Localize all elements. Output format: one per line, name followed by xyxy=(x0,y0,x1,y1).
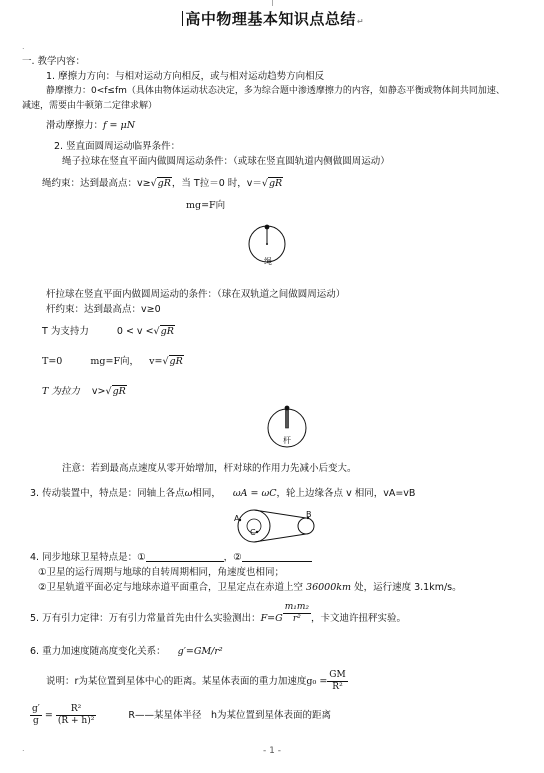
sqrt-expression: √gR xyxy=(150,178,171,189)
label-c: C xyxy=(250,528,256,537)
transmission-text-b: 相同， xyxy=(192,488,221,499)
corner-mark-bottom-left: . xyxy=(22,744,25,753)
satellite-sub2-b: 处，运行速度 3.1km/s。 xyxy=(351,582,462,593)
rod-zero-row xyxy=(42,356,184,367)
item-friction-direction: 1. 摩擦力方向：与相对运动方向相反，或与相对运动趋势方向相反 xyxy=(46,71,325,82)
rope-ball xyxy=(265,225,270,230)
omega-symbol: ω xyxy=(184,488,193,499)
sliding-friction-label: 滑动摩擦力： xyxy=(46,120,104,131)
transmission-text-c: ，轮上边缘各点 v 相同，vA=vB xyxy=(276,488,416,499)
belt-bottom xyxy=(254,534,306,542)
document-title xyxy=(182,10,364,28)
rope-mg-equation: mg=F向 xyxy=(186,200,226,211)
rope-critical-line xyxy=(42,178,283,189)
section-heading: 一. 教学内容： xyxy=(22,56,86,67)
text-cursor xyxy=(182,11,183,26)
g0-label: g₀ = xyxy=(306,675,328,687)
small-wheel xyxy=(298,518,314,534)
rod-zero-v: v= xyxy=(149,356,163,367)
satellite-sub1: ①卫星的运行周期与地球的自转周期相同，角速度也相同； xyxy=(38,567,285,578)
corner-mark-top-left: . xyxy=(22,42,25,51)
rope-center xyxy=(266,243,268,245)
gravitation-denominator: r² xyxy=(292,613,301,624)
static-friction-line2: 减速，需要由牛顿第二定律求解） xyxy=(22,101,158,111)
sqrt-expression-2: √gR xyxy=(261,178,283,189)
gravitation-formula: F=G xyxy=(260,612,283,624)
sqrt-radicand-4: gR xyxy=(169,356,183,367)
title-text: 高中物理基本知识点总结 xyxy=(185,10,356,28)
ratio-right-den: (R + h)² xyxy=(57,715,95,726)
page-number: - 1 - xyxy=(263,746,281,756)
rope-critical-text-2: ，当 T拉＝0 时，v＝ xyxy=(171,178,262,189)
rod-circle-diagram xyxy=(264,404,310,456)
sqrt-radicand-2: gR xyxy=(268,178,283,189)
gravitation-line xyxy=(30,602,407,625)
sqrt-radicand-3: gR xyxy=(160,326,174,337)
rod-critical: 杆约束：达到最高点：v≥0 xyxy=(46,304,161,315)
point-c xyxy=(256,531,258,533)
g0-numerator: GM xyxy=(329,670,346,680)
sliding-friction-formula: f = μN xyxy=(103,120,136,131)
gravity-note-line xyxy=(46,670,348,693)
gravitation-fraction xyxy=(283,602,311,625)
satellite-altitude: 36000km xyxy=(306,582,352,593)
gravitation-numerator: m₁m₂ xyxy=(284,602,310,612)
ratio-left-den: g xyxy=(33,715,39,726)
satellite-line xyxy=(30,552,312,563)
gravity-ratio-line xyxy=(30,704,331,727)
satellite-sub2-a: ②卫星轨道平面必定与地球赤道平面重合，卫星定点在赤道上空 xyxy=(38,582,307,593)
ratio-fraction-right xyxy=(56,704,96,727)
rod-support-label: T 为支持力 xyxy=(42,326,89,337)
rod-note: 注意：若到最高点速度从零开始增加，杆对球的作用力先减小后变大。 xyxy=(62,463,357,474)
ratio-right-num: R² xyxy=(56,704,96,716)
label-b: B xyxy=(306,510,312,519)
gravity-formula: g′=GM/r² xyxy=(177,646,223,657)
label-a: A xyxy=(234,514,240,523)
g0-fraction xyxy=(327,670,347,693)
gravity-note-text: 说明：r为某位置到星体中心的距离。某星体表面的重力加速度 xyxy=(46,675,307,687)
rope-label: 绳 xyxy=(264,257,272,266)
satellite-text: 4. 同步地球卫星特点是：① xyxy=(30,552,146,563)
omega-equation: ωA = ωC xyxy=(232,488,277,499)
rope-condition: 绳子拉球在竖直平面内做圆周运动条件：（或球在竖直圆轨道内侧做圆周运动） xyxy=(62,156,390,167)
transmission-line xyxy=(30,488,415,499)
gravitation-text-a: 5. 万有引力定律：万有引力常量首先由什么实验测出： xyxy=(30,612,261,624)
item-vertical-circle: 2. 竖直面圆周运动临界条件： xyxy=(54,141,181,152)
sliding-friction xyxy=(46,120,135,131)
rod-zero-tension: T=0 xyxy=(42,356,63,367)
static-friction-line1: 静摩擦力：0<f≤fm（具体由物体运动状态决定，多为综合题中渗透摩擦力的内容，如静态平衡或物体间共同加速、 xyxy=(46,86,505,96)
ratio-note: R——某星体半径 h为某位置到星体表面的距离 xyxy=(128,709,331,721)
rod-label: 杆 xyxy=(283,436,291,445)
sqrt-expression-4: √gR xyxy=(162,356,183,367)
sqrt-expression-3: √gR xyxy=(153,326,174,337)
g0-denominator: R² xyxy=(332,681,343,692)
ratio-equals: = xyxy=(44,709,53,721)
blank-answer-2[interactable] xyxy=(242,552,312,562)
sqrt-radicand: gR xyxy=(157,178,171,189)
blank-answer-1[interactable] xyxy=(146,552,224,562)
rod-tension-label: T 为拉力 xyxy=(42,386,80,397)
paragraph-mark: ↵ xyxy=(356,17,365,26)
sqrt-radicand-5: gR xyxy=(112,386,126,397)
transmission-text-a: 3. 传动装置中，特点是：同轴上各点 xyxy=(30,488,185,499)
rod-ball xyxy=(285,406,290,411)
belt-top xyxy=(254,510,306,518)
rod-zero-mg: mg=F向， xyxy=(90,356,140,367)
header-crop-mark xyxy=(272,0,273,6)
rod-support-row xyxy=(42,326,175,337)
rod-condition: 杆拉球在竖直平面内做圆周运动的条件：（球在双轨道之间做圆周运动） xyxy=(46,289,346,300)
satellite-text-mid: ，② xyxy=(223,552,242,563)
rod-tension-row xyxy=(42,386,127,397)
sqrt-expression-5: √gR xyxy=(105,386,126,397)
rod-tension-cond: v> xyxy=(91,386,106,397)
rope-critical-text: 绳约束：达到最高点：v≥ xyxy=(42,178,151,189)
rod-support-range: 0 < v < xyxy=(116,326,154,337)
ratio-left-num: g′ xyxy=(32,704,40,714)
gravitation-text-b: ，卡文迪许扭秤实验。 xyxy=(311,612,407,624)
gravity-height-line xyxy=(30,646,223,657)
satellite-sub2 xyxy=(38,582,462,593)
rod-bar xyxy=(286,408,289,428)
gravity-height-text: 6. 重力加速度随高度变化关系： xyxy=(30,646,166,657)
ratio-fraction-left xyxy=(30,704,42,727)
